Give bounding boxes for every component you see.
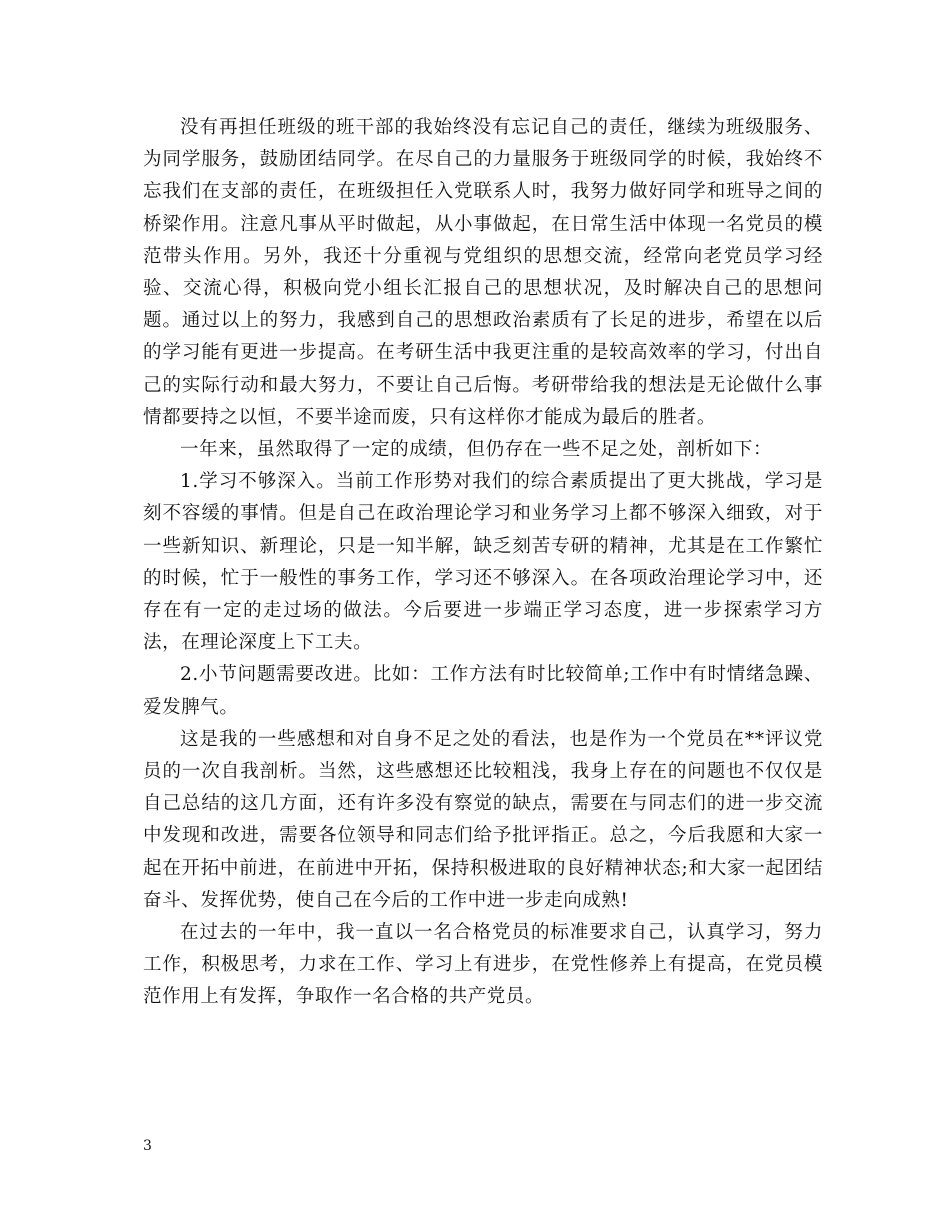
paragraph-service: 没有再担任班级的班干部的我始终没有忘记自己的责任，继续为班级服务、为同学服务，鼓励团结同学。在尽自己的力量服务于班级同学的时候，我始终不忘我们在支部的责任，在班级担任入党联系人时，我努力做好同学和班导之间的桥梁作用。注意凡事从平时做起，从小事做起，在日常生活中体现一名党员的模范带头作用。另外，我还十分重视与党组织的思想交流，经常向老党员学习经验、交流心得，积极向党小组长汇报自己的思想状况，及时解决自己的思想问题。通过以上的努力，我感到自己的思想政治素质有了长足的进步，希望在以后的学习能有更进一步提高。在考研生活中我更注重的是较高效率的学习，付出自己的实际行动和最大努力，不要让自己后悔。考研带给我的想法是无论做什么事情都要持之以恒，不要半途而废，只有这样你才能成为最后的胜者。	[143, 117, 823, 428]
paragraph-shortcomings-intro: 一年来，虽然取得了一定的成绩，但仍存在一些不足之处，剖析如下：	[180, 439, 773, 461]
document-body	[143, 112, 823, 1014]
paragraph-conclusion: 在过去的一年中，我一直以一名合格党员的标准要求自己，认真学习，努力工作，积极思考，力求在工作、学习上有进步，在党性修养上有提高，在党员模范作用上有发挥，争取作一名合格的共产党员。	[143, 922, 823, 1008]
paragraph-study-issue: 1.学习不够深入。当前工作形势对我们的综合素质提出了更大挑战，学习是刻不容缓的事情。但是自己在政治理论学习和业务学习上都不够深入细致，对于一些新知识、新理论，只是一知半解，缺乏刻苦专研的精神，尤其是在工作繁忙的时候，忙于一般性的事务工作，学习还不够深入。在各项政治理论学习中，还存在有一定的走过场的做法。今后要进一步端正学习态度，进一步探索学习方法，在理论深度上下工夫。	[143, 471, 823, 654]
paragraph-self-analysis: 这是我的一些感想和对自身不足之处的看法，也是作为一个党员在**评议党员的一次自我剖析。当然，这些感想还比较粗浅，我身上存在的问题也不仅仅是自己总结的这几方面，还有许多没有察觉的缺点，需要在与同志们的进一步交流中发现和改进，需要各位领导和同志们给予批评指正。总之，今后我愿和大家一起在开拓中前进，在前进中开拓，保持积极进取的良好精神状态;和大家一起团结奋斗、发挥优势，使自己在今后的工作中进一步走向成熟!	[143, 728, 823, 911]
page-number: 3	[143, 1138, 152, 1154]
paragraph-details-issue: 2.小节问题需要改进。比如：工作方法有时比较简单;工作中有时情绪急躁、爱发脾气。	[143, 664, 823, 718]
